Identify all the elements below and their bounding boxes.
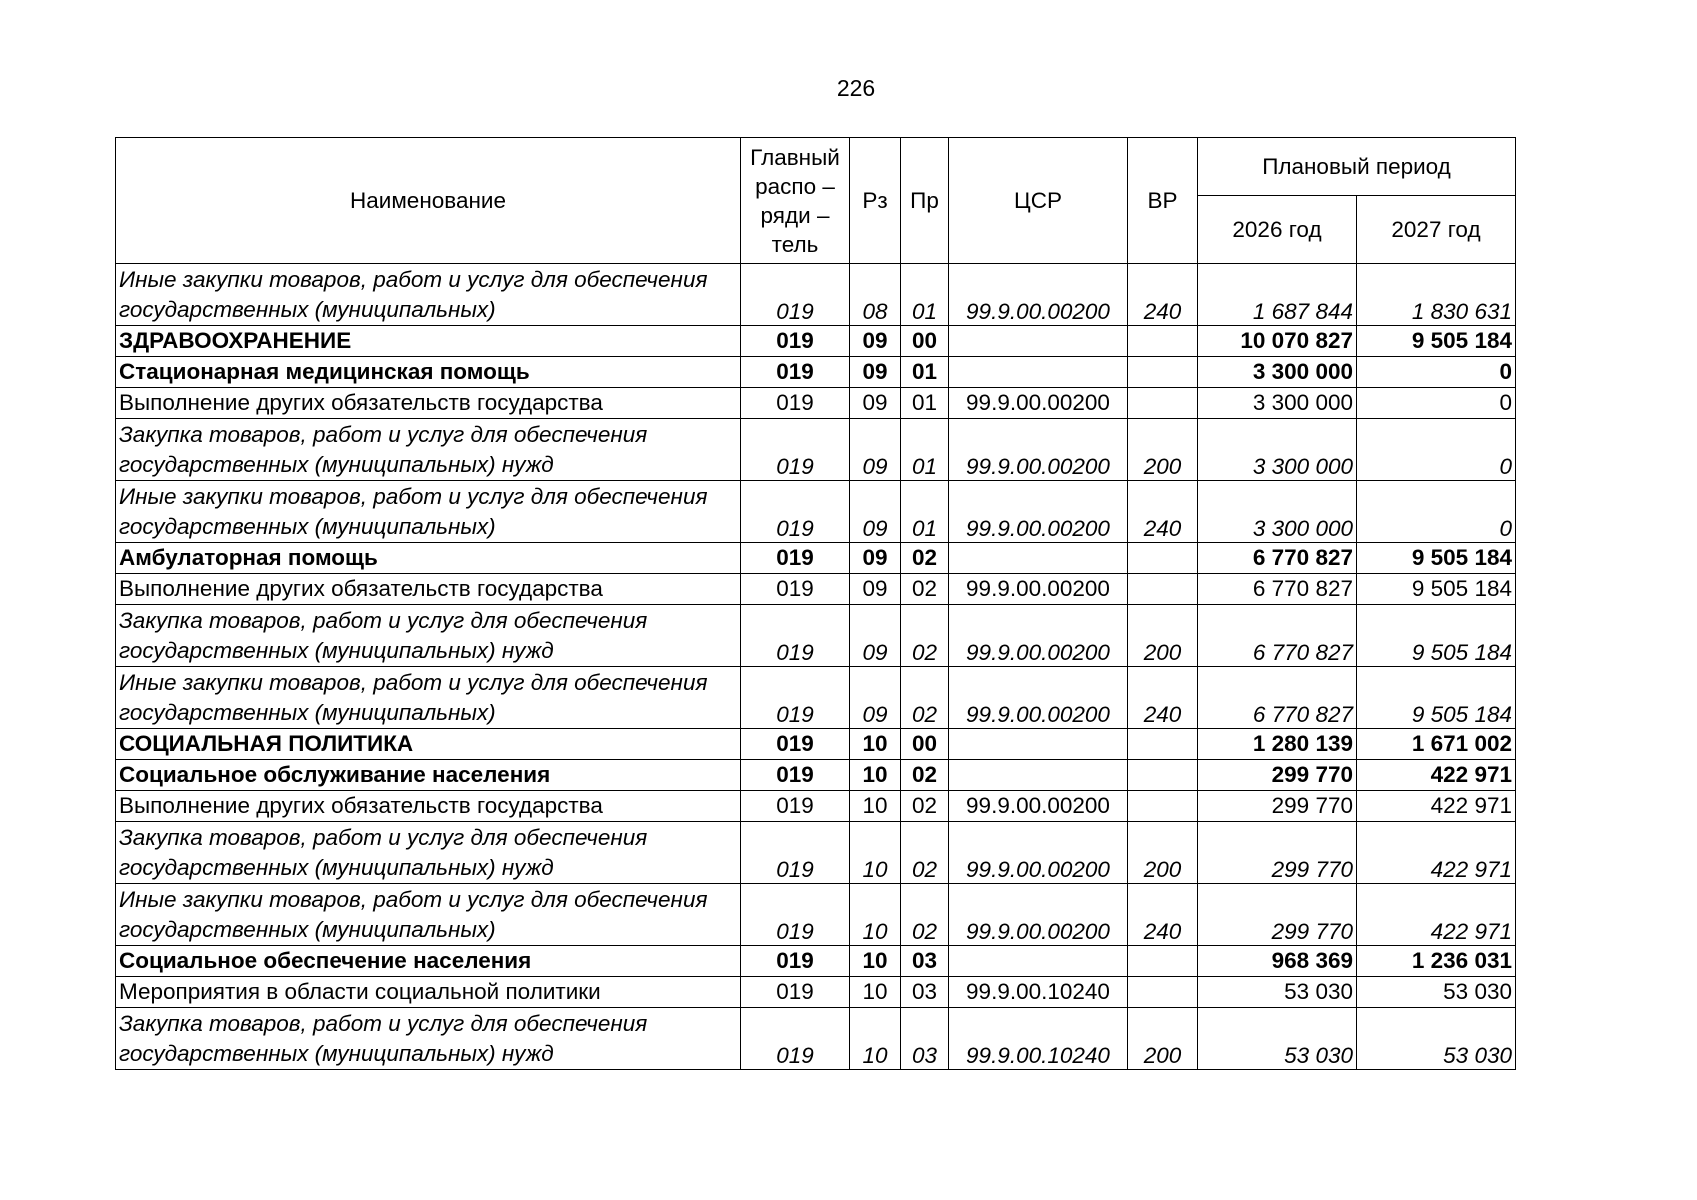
row-name: Закупка товаров, работ и услуг для обеспечения государственных (муниципальных) нужд <box>116 605 741 667</box>
row-csr: 99.9.00.00200 <box>949 605 1128 667</box>
row-name: Закупка товаров, работ и услуг для обеспечения государственных (муниципальных) нужд <box>116 822 741 884</box>
header-main-manager-line: ряди – <box>760 202 830 228</box>
row-vr <box>1128 543 1198 574</box>
table-row <box>116 605 1516 667</box>
row-name: Мероприятия в области социальной политики <box>116 977 741 1008</box>
row-2027: 53 030 <box>1357 977 1516 1008</box>
row-name: Амбулаторная помощь <box>116 543 741 574</box>
table-row <box>116 822 1516 884</box>
header-rz: Рз <box>850 138 901 264</box>
table-header <box>116 138 1516 264</box>
row-pr: 02 <box>901 822 949 884</box>
row-name: СОЦИАЛЬНАЯ ПОЛИТИКА <box>116 729 741 760</box>
row-vr: 240 <box>1128 884 1198 946</box>
header-vr: ВР <box>1128 138 1198 264</box>
row-pr: 02 <box>901 667 949 729</box>
row-pr: 02 <box>901 574 949 605</box>
row-2026: 53 030 <box>1198 977 1357 1008</box>
row-pr: 01 <box>901 481 949 543</box>
row-2027: 1 671 002 <box>1357 729 1516 760</box>
row-vr <box>1128 791 1198 822</box>
row-rz: 09 <box>850 419 901 481</box>
row-csr <box>949 946 1128 977</box>
row-pr: 03 <box>901 1008 949 1070</box>
row-name: Стационарная медицинская помощь <box>116 357 741 388</box>
table-row <box>116 729 1516 760</box>
table-body <box>116 264 1516 1070</box>
row-2027: 9 505 184 <box>1357 667 1516 729</box>
header-name: Наименование <box>116 138 741 264</box>
row-vr <box>1128 977 1198 1008</box>
row-pr: 02 <box>901 791 949 822</box>
row-2026: 968 369 <box>1198 946 1357 977</box>
row-2026: 3 300 000 <box>1198 388 1357 419</box>
row-csr: 99.9.00.10240 <box>949 977 1128 1008</box>
row-rz: 09 <box>850 388 901 419</box>
row-csr: 99.9.00.00200 <box>949 822 1128 884</box>
row-name: ЗДРАВООХРАНЕНИЕ <box>116 326 741 357</box>
row-pr: 01 <box>901 419 949 481</box>
row-rz: 09 <box>850 667 901 729</box>
row-gr: 019 <box>741 946 850 977</box>
row-rz: 09 <box>850 481 901 543</box>
row-2026: 3 300 000 <box>1198 481 1357 543</box>
row-gr: 019 <box>741 729 850 760</box>
row-vr: 200 <box>1128 605 1198 667</box>
header-pr: Пр <box>901 138 949 264</box>
row-name: Иные закупки товаров, работ и услуг для обеспечения государственных (муниципальных) <box>116 884 741 946</box>
row-csr: 99.9.00.00200 <box>949 388 1128 419</box>
table-row <box>116 667 1516 729</box>
row-2027: 53 030 <box>1357 1008 1516 1070</box>
row-csr <box>949 357 1128 388</box>
table-row <box>116 791 1516 822</box>
row-csr: 99.9.00.00200 <box>949 264 1128 326</box>
row-2026: 53 030 <box>1198 1008 1357 1070</box>
row-gr: 019 <box>741 326 850 357</box>
row-2026: 299 770 <box>1198 791 1357 822</box>
header-main-manager <box>741 138 850 264</box>
row-gr: 019 <box>741 884 850 946</box>
row-pr: 01 <box>901 264 949 326</box>
row-pr: 02 <box>901 543 949 574</box>
row-vr <box>1128 326 1198 357</box>
row-vr <box>1128 760 1198 791</box>
row-pr: 02 <box>901 884 949 946</box>
table-row <box>116 357 1516 388</box>
row-gr: 019 <box>741 760 850 791</box>
table-row <box>116 326 1516 357</box>
row-2027: 9 505 184 <box>1357 574 1516 605</box>
row-2027: 0 <box>1357 419 1516 481</box>
table-row <box>116 760 1516 791</box>
row-2026: 10 070 827 <box>1198 326 1357 357</box>
table-row <box>116 388 1516 419</box>
row-2026: 1 687 844 <box>1198 264 1357 326</box>
row-2026: 1 280 139 <box>1198 729 1357 760</box>
row-rz: 10 <box>850 946 901 977</box>
table-row <box>116 264 1516 326</box>
row-name: Выполнение других обязательств государства <box>116 574 741 605</box>
row-rz: 09 <box>850 574 901 605</box>
row-gr: 019 <box>741 388 850 419</box>
row-2026: 6 770 827 <box>1198 543 1357 574</box>
table-row <box>116 946 1516 977</box>
row-rz: 09 <box>850 605 901 667</box>
table-row <box>116 977 1516 1008</box>
row-2026: 6 770 827 <box>1198 667 1357 729</box>
row-2026: 299 770 <box>1198 884 1357 946</box>
row-vr <box>1128 729 1198 760</box>
row-name: Закупка товаров, работ и услуг для обеспечения государственных (муниципальных) нужд <box>116 1008 741 1070</box>
row-2026: 6 770 827 <box>1198 574 1357 605</box>
row-vr <box>1128 388 1198 419</box>
row-csr <box>949 729 1128 760</box>
row-rz: 10 <box>850 729 901 760</box>
table-row <box>116 419 1516 481</box>
row-name: Выполнение других обязательств государства <box>116 388 741 419</box>
row-vr <box>1128 357 1198 388</box>
row-name: Социальное обслуживание населения <box>116 760 741 791</box>
table-row <box>116 1008 1516 1070</box>
row-gr: 019 <box>741 264 850 326</box>
row-vr: 240 <box>1128 667 1198 729</box>
row-2027: 1 830 631 <box>1357 264 1516 326</box>
row-rz: 09 <box>850 357 901 388</box>
row-2026: 3 300 000 <box>1198 419 1357 481</box>
row-2027: 0 <box>1357 481 1516 543</box>
header-year-2026: 2026 год <box>1198 196 1357 264</box>
row-pr: 01 <box>901 357 949 388</box>
row-2027: 422 971 <box>1357 822 1516 884</box>
row-csr: 99.9.00.00200 <box>949 884 1128 946</box>
row-gr: 019 <box>741 977 850 1008</box>
row-name: Социальное обеспечение населения <box>116 946 741 977</box>
header-main-manager-line: распо – <box>755 173 835 199</box>
header-csr: ЦСР <box>949 138 1128 264</box>
table-row <box>116 543 1516 574</box>
table-row <box>116 481 1516 543</box>
row-csr <box>949 326 1128 357</box>
row-vr: 200 <box>1128 419 1198 481</box>
header-main-manager-line: тель <box>771 231 819 257</box>
row-2026: 3 300 000 <box>1198 357 1357 388</box>
header-year-2027: 2027 год <box>1357 196 1516 264</box>
row-pr: 00 <box>901 729 949 760</box>
row-gr: 019 <box>741 419 850 481</box>
row-vr <box>1128 946 1198 977</box>
row-name: Выполнение других обязательств государства <box>116 791 741 822</box>
row-vr: 240 <box>1128 481 1198 543</box>
row-2027: 422 971 <box>1357 760 1516 791</box>
row-name: Иные закупки товаров, работ и услуг для обеспечения государственных (муниципальных) <box>116 481 741 543</box>
row-vr: 240 <box>1128 264 1198 326</box>
row-csr <box>949 760 1128 791</box>
row-name: Иные закупки товаров, работ и услуг для обеспечения государственных (муниципальных) <box>116 264 741 326</box>
row-pr: 02 <box>901 605 949 667</box>
row-2027: 0 <box>1357 388 1516 419</box>
row-2027: 422 971 <box>1357 884 1516 946</box>
row-vr: 200 <box>1128 822 1198 884</box>
row-name: Закупка товаров, работ и услуг для обеспечения государственных (муниципальных) нужд <box>116 419 741 481</box>
table-row <box>116 884 1516 946</box>
row-pr: 00 <box>901 326 949 357</box>
row-2027: 9 505 184 <box>1357 543 1516 574</box>
row-name: Иные закупки товаров, работ и услуг для обеспечения государственных (муниципальных) <box>116 667 741 729</box>
row-gr: 019 <box>741 605 850 667</box>
row-csr: 99.9.00.00200 <box>949 481 1128 543</box>
row-pr: 02 <box>901 760 949 791</box>
row-gr: 019 <box>741 791 850 822</box>
row-2027: 9 505 184 <box>1357 605 1516 667</box>
row-vr <box>1128 574 1198 605</box>
row-2027: 0 <box>1357 357 1516 388</box>
row-gr: 019 <box>741 481 850 543</box>
row-csr: 99.9.00.00200 <box>949 419 1128 481</box>
header-plan-period: Плановый период <box>1198 138 1516 196</box>
budget-table <box>115 137 1516 1070</box>
row-gr: 019 <box>741 667 850 729</box>
row-2027: 9 505 184 <box>1357 326 1516 357</box>
row-gr: 019 <box>741 543 850 574</box>
row-rz: 10 <box>850 760 901 791</box>
row-2026: 299 770 <box>1198 822 1357 884</box>
row-csr: 99.9.00.00200 <box>949 574 1128 605</box>
row-pr: 01 <box>901 388 949 419</box>
row-rz: 10 <box>850 977 901 1008</box>
row-2027: 422 971 <box>1357 791 1516 822</box>
row-2026: 299 770 <box>1198 760 1357 791</box>
row-rz: 08 <box>850 264 901 326</box>
row-csr <box>949 543 1128 574</box>
row-rz: 10 <box>850 791 901 822</box>
row-pr: 03 <box>901 946 949 977</box>
row-gr: 019 <box>741 357 850 388</box>
row-gr: 019 <box>741 574 850 605</box>
row-csr: 99.9.00.00200 <box>949 791 1128 822</box>
page-number: 226 <box>836 75 876 101</box>
row-vr: 200 <box>1128 1008 1198 1070</box>
row-2026: 6 770 827 <box>1198 605 1357 667</box>
header-main-manager-line: Главный <box>750 144 840 170</box>
row-gr: 019 <box>741 822 850 884</box>
row-rz: 09 <box>850 326 901 357</box>
row-pr: 03 <box>901 977 949 1008</box>
row-rz: 10 <box>850 884 901 946</box>
row-csr: 99.9.00.00200 <box>949 667 1128 729</box>
row-gr: 019 <box>741 1008 850 1070</box>
row-rz: 10 <box>850 822 901 884</box>
row-2027: 1 236 031 <box>1357 946 1516 977</box>
row-rz: 10 <box>850 1008 901 1070</box>
row-csr: 99.9.00.10240 <box>949 1008 1128 1070</box>
row-rz: 09 <box>850 543 901 574</box>
table-row <box>116 574 1516 605</box>
